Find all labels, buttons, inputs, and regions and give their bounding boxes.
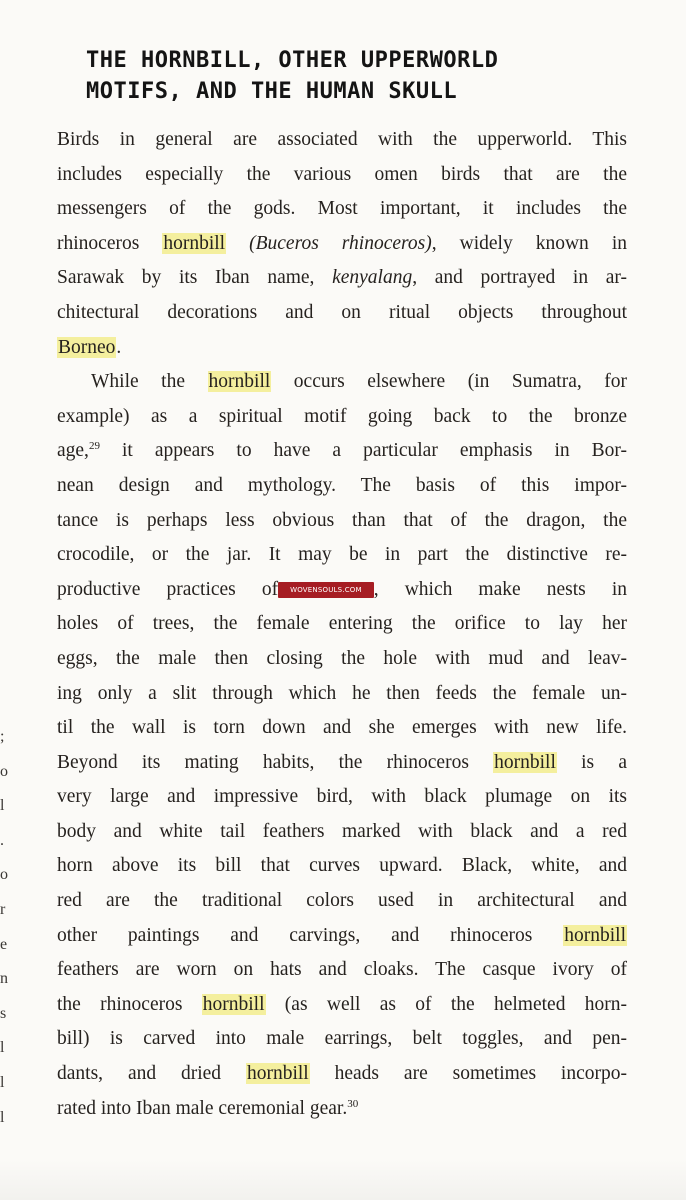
text-line: example) as a spiritual motif going back to the bronze <box>57 405 627 427</box>
text-line: ing only a slit through which he then feeds the female un- <box>57 682 627 704</box>
text-line <box>57 746 627 781</box>
text-run: (as well as of the helmeted horn- <box>265 993 627 1015</box>
margin-mark: . <box>0 831 4 849</box>
margin-mark: e <box>0 935 8 953</box>
highlight-hornbill: hornbill <box>564 924 626 946</box>
text-line <box>57 331 627 366</box>
text-run: age, <box>57 440 89 462</box>
text-line: horn above its bill that curves upward. Black, white, and <box>57 855 627 877</box>
text-line: body and white tail feathers marked with black and a red <box>57 820 627 842</box>
text-line: Birds in general are associated with the upperworld. This <box>57 129 627 150</box>
highlight-hornbill: hornbill <box>163 232 226 254</box>
margin-mark: ; <box>0 728 5 745</box>
text-run: , which make nests in <box>373 578 627 600</box>
margin-mark: l <box>0 1073 5 1091</box>
text-line: tance is perhaps less obvious than that of the dragon, the <box>57 509 627 531</box>
text-line <box>57 434 627 469</box>
margin-mark: o <box>0 762 8 780</box>
margin-mark: l <box>0 1108 5 1126</box>
text-run: Sarawak by its Iban name, <box>57 267 333 289</box>
adjacent-page-margin <box>0 720 12 1135</box>
text-run: productive practices of <box>57 578 279 600</box>
text-line <box>57 1092 627 1127</box>
page-bottom-shade <box>0 1160 686 1200</box>
watermark-stamp: WOVENSOULS.COM <box>278 582 374 598</box>
text-line: red are the traditional colors used in architectural and <box>57 890 627 912</box>
text-run: Beyond its mating habits, the rhinoceros <box>57 751 494 773</box>
text-line <box>57 365 627 400</box>
text-line: crocodile, or the jar. It may be in part the distinctive re- <box>57 544 627 566</box>
highlight-hornbill: hornbill <box>202 993 265 1015</box>
text-run: rhinoceros <box>57 232 163 254</box>
text-run: rated into Iban male ceremonial gear. <box>57 1097 348 1119</box>
text-run: heads are sometimes incorpo- <box>309 1063 627 1085</box>
highlight-hornbill: hornbill <box>494 751 556 773</box>
text-line: includes especially the various omen birds that are the <box>57 163 627 185</box>
heading-line-1: THE HORNBILL, OTHER UPPERWORLD <box>86 47 499 73</box>
text-run: . <box>116 336 122 358</box>
text-run: dants, and dried <box>57 1063 246 1085</box>
highlight-hornbill: hornbill <box>246 1063 309 1085</box>
text-run: other paintings and carvings, and rhinoceros <box>57 924 564 946</box>
margin-mark: r <box>0 900 6 918</box>
footnote-ref-30: 30 <box>347 1097 359 1110</box>
text-run: it appears to have a particular emphasis in Bor- <box>99 440 627 462</box>
text-run: , and portrayed in ar- <box>412 267 627 289</box>
text-run <box>226 233 249 254</box>
margin-mark: n <box>0 970 8 988</box>
text-line <box>57 919 627 954</box>
text-run: occurs elsewhere (in Sumatra, for <box>271 371 628 393</box>
italic-species-name: (Buceros rhinoceros) <box>249 232 432 254</box>
text-line: bill) is carved into male earrings, belt toggles, and pen- <box>57 1028 627 1050</box>
heading-line-2: MOTIFS, AND THE HUMAN SKULL <box>86 78 458 104</box>
margin-mark: o <box>0 866 8 884</box>
margin-mark: l <box>0 1039 5 1057</box>
text-line: holes of trees, the female entering the orifice to lay her <box>57 613 627 635</box>
text-line: very large and impressive bird, with black plumage on its <box>57 786 627 808</box>
text-run: While the <box>91 371 208 393</box>
section-heading <box>86 45 606 107</box>
text-line <box>57 261 627 296</box>
highlight-hornbill: hornbill <box>208 371 271 393</box>
italic-iban-name: kenyalang <box>332 267 413 289</box>
text-line: messengers of the gods. Most important, it includes the <box>57 198 627 220</box>
text-line: chitectural decorations and on ritual objects throughout <box>57 301 627 323</box>
text-line: eggs, the male then closing the hole with mud and leav- <box>57 647 627 669</box>
highlight-borneo: Borneo <box>58 336 116 358</box>
margin-mark: l <box>0 797 5 815</box>
text-line <box>57 227 627 262</box>
text-line <box>57 573 627 608</box>
text-line <box>57 1057 627 1092</box>
text-line: nean design and mythology. The basis of this impor- <box>57 474 627 496</box>
body-text <box>57 123 627 1126</box>
paragraph-1 <box>57 123 627 365</box>
text-run: the rhinoceros <box>57 993 202 1015</box>
footnote-ref-29: 29 <box>88 440 100 453</box>
text-line: feathers are worn on hats and cloaks. The casque ivory of <box>57 959 627 981</box>
text-run: , widely known in <box>431 232 627 254</box>
text-line <box>57 988 627 1023</box>
margin-mark: s <box>0 1004 7 1022</box>
text-run: is a <box>556 751 627 773</box>
text-line: til the wall is torn down and she emerges with new life. <box>57 717 627 739</box>
paragraph-2 <box>57 365 627 1126</box>
